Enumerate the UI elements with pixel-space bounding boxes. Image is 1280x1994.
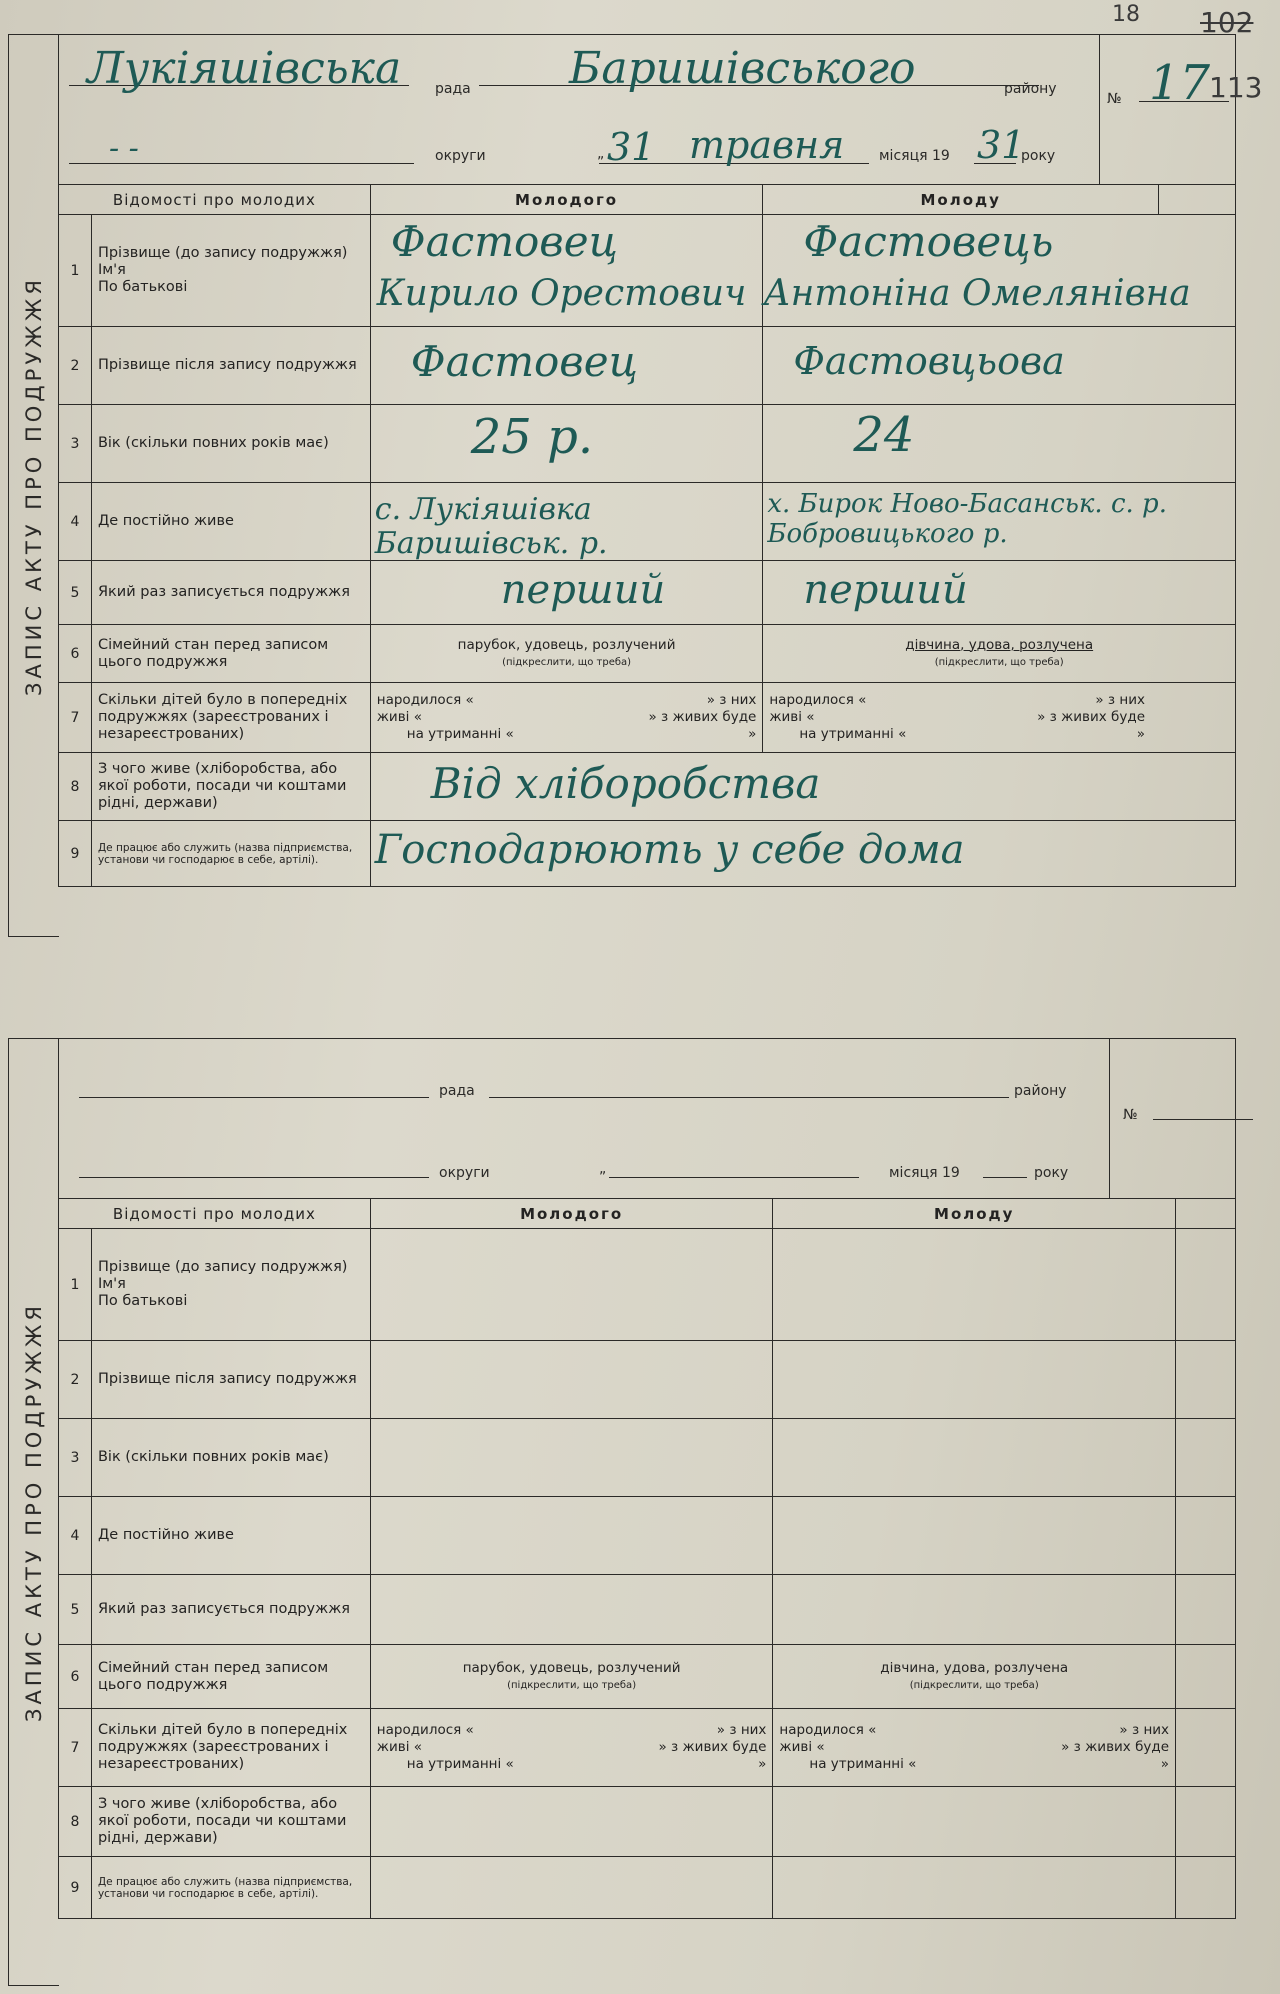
record-side-title: ЗАПИС АКТУ ПРО ПОДРУЖЖЯ [8,34,59,937]
row-label: Де працює або служить (назва підприємства, установи чи господарює в себе, артілі). [91,1857,370,1919]
rayon-label: району [1004,81,1057,97]
groom-times: перший [500,567,666,613]
groom-address: с. Лукіяшівка Баришівськ. р. [374,492,608,561]
livelihood-value: Від хліборобства [430,759,821,808]
row-label: Прізвище (до запису подружжя) Ім'я По батькові [91,215,370,327]
row-label: Прізвище (до запису подружжя) Ім'я По батькові [91,1229,370,1341]
groom-age: 25 р. [470,409,594,465]
bride-surname-after: Фастовцьова [793,339,1065,383]
number-label: № [1123,1107,1138,1123]
rada-label: рада [435,81,471,97]
rada-label: рада [439,1083,475,1099]
row-label: Сімейний стан перед записом цього подружжя [91,625,370,683]
month-value: травня [689,123,845,167]
row-label: Де працює або служить (назва підприємства, установи чи господарює в себе, артілі). [91,821,370,887]
row-label: Який раз записується подружжя [91,561,370,625]
record-table: Відомості про молодих Молодого Молоду 1 Прізвище (до запису подружжя) Ім'я По батькові Фастовец Кирило Орестович Фастовець Антоніна Омелянівна 2 Прізвище після запису подружжя Фастовец Фастовцьова 3 Вік (скільки повних років має) 25 р. 24 4 Де постійно живе с. Лукіяшівка Баришівськ. р. х. Бирок Ново-Басанськ. с. р. Бобровицького р. 5 Який раз записується подружжя перший перший 6 Сімейний стан перед записом цього подружжя парубок, удовець, розлучений (підкреслити, що треба) дівчина, удова, розлучена (підкреслити, що треба) 7 Скільки дітей було в попередніх подружжях (зареєстрованих і незареєстрованих) народилося « » з них живі « » з живих буде на утриманні « » народилося « » з них живі « » з живих буде на утриманні « » 8 З чого живе (хліборобства, або якої роботи, посади чи коштами рідні, держави) Від хліборобства 9 Де працює або служить (назва підприємства, установи чи господарює в себе, артілі). Господарюють у себе дома [58,184,1236,887]
groom-name: Кирило Орестович [376,273,747,314]
row-label: Прізвище після запису подружжя [91,1341,370,1419]
row-label: Де постійно живе [91,483,370,561]
year-label: року [1034,1165,1069,1181]
bride-address: х. Бирок Ново-Басанськ. с. р. Бобровицького р. [767,489,1167,549]
bride-children: народилося « » з них живі « » з живих буде на утриманні « » [763,683,1236,753]
row-label: Сімейний стан перед записом цього подружжя [91,1645,370,1709]
year-label: року [1021,148,1056,164]
record-table: Відомості про молодих Молодого Молоду 1 Прізвище (до запису подружжя) Ім'я По батькові 2 Прізвище після запису подружжя 3 Вік (скільки повних років має) 4 Де постійно живе 5 Який раз записується подружжя 6 Сімейний стан перед записом цього подружжя парубок, удовець, розлучений (підкреслити, що треба) дівчина, удова, розлучена (підкреслити, що треба) 7 Скільки дітей було в попередніх подружжях (зареєстрованих і незареєстрованих) народилося « » з них живі « » з живих буде на утриманні « » народилося « » з них живі « » з живих буде на утриманні « » 8 З чого живе (хліборобства, або якої роботи, посади чи коштами рідні, держави) 9 Де працює або служить (назва підприємства, установи чи господарює в себе, артілі). [58,1198,1236,1919]
row-label: Скільки дітей було в попередніх подружжях (зареєстрованих і незареєстрованих) [91,1709,370,1787]
rayon-label: району [1014,1083,1067,1099]
marriage-record-1 [8,34,1263,937]
year-value: 31 [977,123,1026,167]
month-label: місяця 19 [879,148,950,164]
okruga-value: - - [109,131,139,166]
row-label: Прізвище після запису подружжя [91,327,370,405]
rada-value: Лукіяшівська [87,43,402,94]
row-label: Вік (скільки повних років має) [91,1419,370,1497]
bride-age: 24 [853,407,915,463]
row-label: Який раз записується подружжя [91,1575,370,1645]
info-column-header: Відомості про молодих [59,1199,371,1229]
bride-name: Антоніна Омелянівна [763,273,1191,314]
sheet-number-mark: 18 [1112,2,1140,27]
record-header: рада району № округи „ місяця 19 року Лукіяшівська Баришівського - - 31 травня 31 17 113 [58,34,1236,185]
bride-surname: Фастовець [803,217,1054,266]
day-value: 31 [607,125,656,169]
alt-number-mark: 113 [1209,71,1263,104]
bride-times: перший [803,567,968,613]
info-column-header: Відомості про молодих [59,185,371,215]
row-label: З чого живе (хліборобства, або якої роботи, посади чи коштами рідні, держави) [91,753,370,821]
marriage-record-2 [8,1038,1236,1986]
month-label: місяця 19 [889,1165,960,1181]
groom-surname: Фастовец [390,217,618,266]
number-value: 17 [1149,55,1211,111]
bride-column-header: Молоду [763,185,1159,215]
bride-marital-options: дівчина, удова, розлучена [880,1659,1069,1676]
groom-marital-options: парубок, удовець, розлучений [462,1659,681,1676]
groom-column-header: Молодого [370,1199,773,1229]
row-label: Вік (скільки повних років має) [91,405,370,483]
record-header: рада району № округи „ місяця 19 року [58,1038,1236,1199]
number-label: № [1107,91,1122,107]
row-label: Де постійно живе [91,1497,370,1575]
rayon-value: Баришівського [569,43,916,94]
okruga-label: округи [439,1165,490,1181]
row-label: Скільки дітей було в попередніх подружжях (зареєстрованих і незареєстрованих) [91,683,370,753]
bride-children: народилося « » з них живі « » з живих буде на утриманні « » [773,1709,1176,1787]
okruga-label: округи [435,148,486,164]
groom-children: народилося « » з них живі « » з живих буде на утриманні « » [370,683,763,753]
bride-marital-options: дівчина, удова, розлучена [905,636,1094,653]
work-value: Господарюють у себе дома [374,827,965,873]
record-side-title: ЗАПИС АКТУ ПРО ПОДРУЖЖЯ [8,1038,59,1986]
row-label: З чого живе (хліборобства, або якої роботи, посади чи коштами рідні, держави) [91,1787,370,1857]
groom-marital-options: парубок, удовець, розлучений [457,636,676,653]
groom-column-header: Молодого [370,185,763,215]
bride-column-header: Молоду [773,1199,1176,1229]
groom-surname-after: Фастовец [410,337,638,386]
groom-children: народилося « » з них живі « » з живих буде на утриманні « » [370,1709,773,1787]
page-number-mark: 102 [1200,6,1254,39]
